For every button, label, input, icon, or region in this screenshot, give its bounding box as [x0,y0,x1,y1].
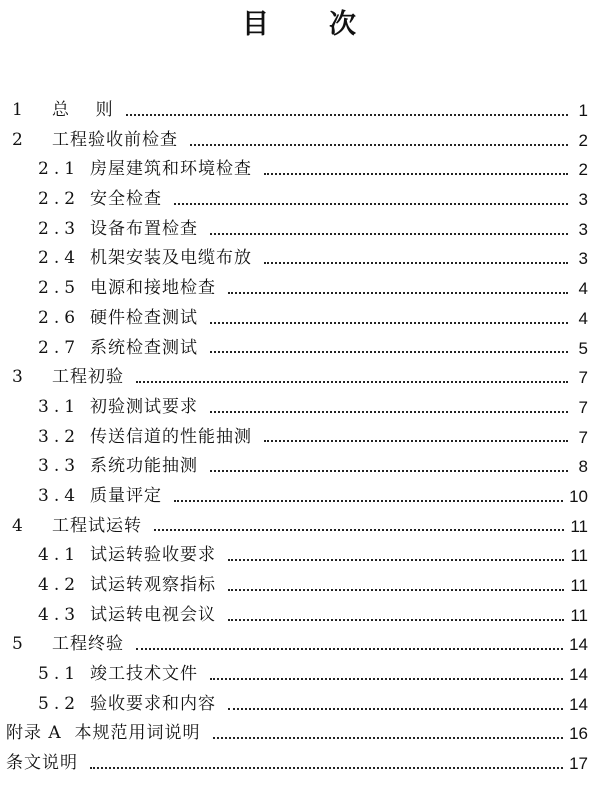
toc-entry-4-3[interactable] [0,601,600,631]
toc-label: 工程初验 [52,367,124,388]
dot-leader [210,351,568,353]
dot-leader [210,233,568,235]
toc-label: 试运转电视会议 [90,604,216,625]
toc-label: 初验测试要求 [90,396,198,417]
toc-entry-3-4[interactable] [0,482,600,512]
toc-entry-3-1[interactable] [0,393,600,423]
title-char-2: 次 [329,9,358,40]
toc-number: 3 [12,367,28,388]
toc-entry-2-4[interactable] [0,244,600,274]
dot-leader [264,173,568,175]
toc-entry-5[interactable] [0,630,600,660]
toc-page-number: 5 [578,338,588,358]
dot-leader [213,737,564,739]
toc-label: 条文说明 [6,753,78,774]
toc-entry-3-3[interactable] [0,452,600,482]
dot-leader [90,767,563,769]
toc-entry-4[interactable] [0,512,600,542]
toc-label: 传送信道的性能抽测 [90,426,252,447]
toc-page-number: 3 [578,219,588,239]
dot-leader [228,589,564,591]
toc-page-number: 7 [578,397,588,417]
toc-label: 房屋建筑和环境检查 [90,159,252,180]
dot-leader [154,529,564,531]
dot-leader [136,381,568,383]
dot-leader [228,619,564,621]
toc-page-number: 3 [578,249,588,269]
toc-label: 系统功能抽测 [90,456,198,477]
toc-number: 2.6 [38,307,81,328]
dot-leader [174,203,568,205]
toc-number: 5.1 [38,664,81,685]
toc-entry-2-7[interactable] [0,334,600,364]
toc-page-number: 11 [570,546,588,566]
toc-page-number: 16 [569,724,588,744]
toc-number: 5 [12,634,28,655]
toc-page-number: 4 [578,308,588,328]
table-of-contents [0,96,600,779]
dot-leader [210,470,568,472]
toc-label: 工程终验 [52,634,124,655]
toc-entry-3-2[interactable] [0,423,600,453]
toc-number: 4.3 [38,604,81,625]
toc-entry-2-1[interactable] [0,155,600,185]
dot-leader [228,292,568,294]
dot-leader [126,114,568,116]
page-title [0,2,600,41]
toc-label: 验收要求和内容 [90,693,216,714]
toc-entry-4-1[interactable] [0,541,600,571]
toc-page-number: 3 [578,190,588,210]
toc-entry-4-2[interactable] [0,571,600,601]
dot-leader [264,440,568,442]
toc-label: 竣工技术文件 [90,664,198,685]
toc-page-number: 11 [570,605,588,625]
toc-label: 总 则 [52,100,114,120]
toc-number: 2.3 [38,218,81,239]
dot-leader [190,144,568,146]
toc-number: 5.2 [38,693,81,714]
dot-leader [228,708,563,710]
toc-page-number: 11 [570,576,588,595]
toc-page-number: 7 [578,427,588,447]
toc-number: 1 [12,100,28,120]
toc-page-number: 2 [578,160,588,180]
dot-leader [210,678,563,680]
toc-number: 4.1 [38,545,81,566]
toc-label: 设备布置检查 [90,218,198,239]
toc-label: 电源和接地检查 [90,278,216,299]
toc-entry-2-2[interactable] [0,185,600,215]
toc-number: 3.4 [38,485,81,506]
toc-entry-appendix-a[interactable] [0,719,600,749]
toc-page-number: 10 [569,486,588,506]
toc-number: 2.2 [38,189,81,210]
toc-page-number: 14 [569,665,588,685]
toc-label: 质量评定 [90,485,162,506]
dot-leader [210,322,568,324]
toc-page-number: 11 [570,516,588,536]
toc-label: 机架安装及电缆布放 [90,248,252,269]
toc-number: 2.5 [38,278,81,299]
dot-leader [174,500,563,502]
toc-label: 试运转验收要求 [90,545,216,566]
toc-entry-3[interactable] [0,363,600,393]
toc-number: 3.3 [38,456,81,477]
toc-entry-1[interactable] [0,96,600,126]
toc-page-number: 1 [578,101,588,120]
toc-label: 附录 A 本规范用词说明 [6,723,201,744]
toc-number: 3.1 [38,396,81,417]
toc-number: 4.2 [38,575,81,595]
toc-label: 工程验收前检查 [52,129,178,150]
toc-entry-2-3[interactable] [0,215,600,245]
toc-label: 工程试运转 [52,515,142,536]
toc-page-number: 17 [569,754,588,774]
title-char-1: 目 [242,9,271,40]
toc-label: 试运转观察指标 [90,575,216,595]
toc-entry-2-5[interactable] [0,274,600,304]
dot-leader [136,648,563,650]
toc-entry-5-1[interactable] [0,660,600,690]
dot-leader [210,411,568,413]
toc-label: 安全检查 [90,189,162,210]
toc-number: 2 [12,129,28,150]
toc-entry-5-2[interactable] [0,690,600,720]
toc-number: 2.4 [38,248,81,269]
toc-page-number: 2 [578,130,588,150]
dot-leader [264,262,568,264]
toc-page-number: 14 [569,635,588,655]
toc-number: 2.7 [38,337,81,358]
dot-leader [228,559,564,561]
toc-entry-2[interactable] [0,126,600,156]
toc-label: 硬件检查测试 [90,307,198,328]
toc-entry-clause-notes[interactable] [0,749,600,779]
toc-page-number: 7 [578,368,588,388]
toc-number: 3.2 [38,426,81,447]
toc-page-number: 8 [578,457,588,477]
toc-number: 2.1 [38,159,81,180]
toc-entry-2-6[interactable] [0,304,600,334]
toc-page-number: 4 [578,279,588,299]
toc-number: 4 [12,515,28,536]
toc-label: 系统检查测试 [90,337,198,358]
toc-page-number: 14 [569,694,588,714]
